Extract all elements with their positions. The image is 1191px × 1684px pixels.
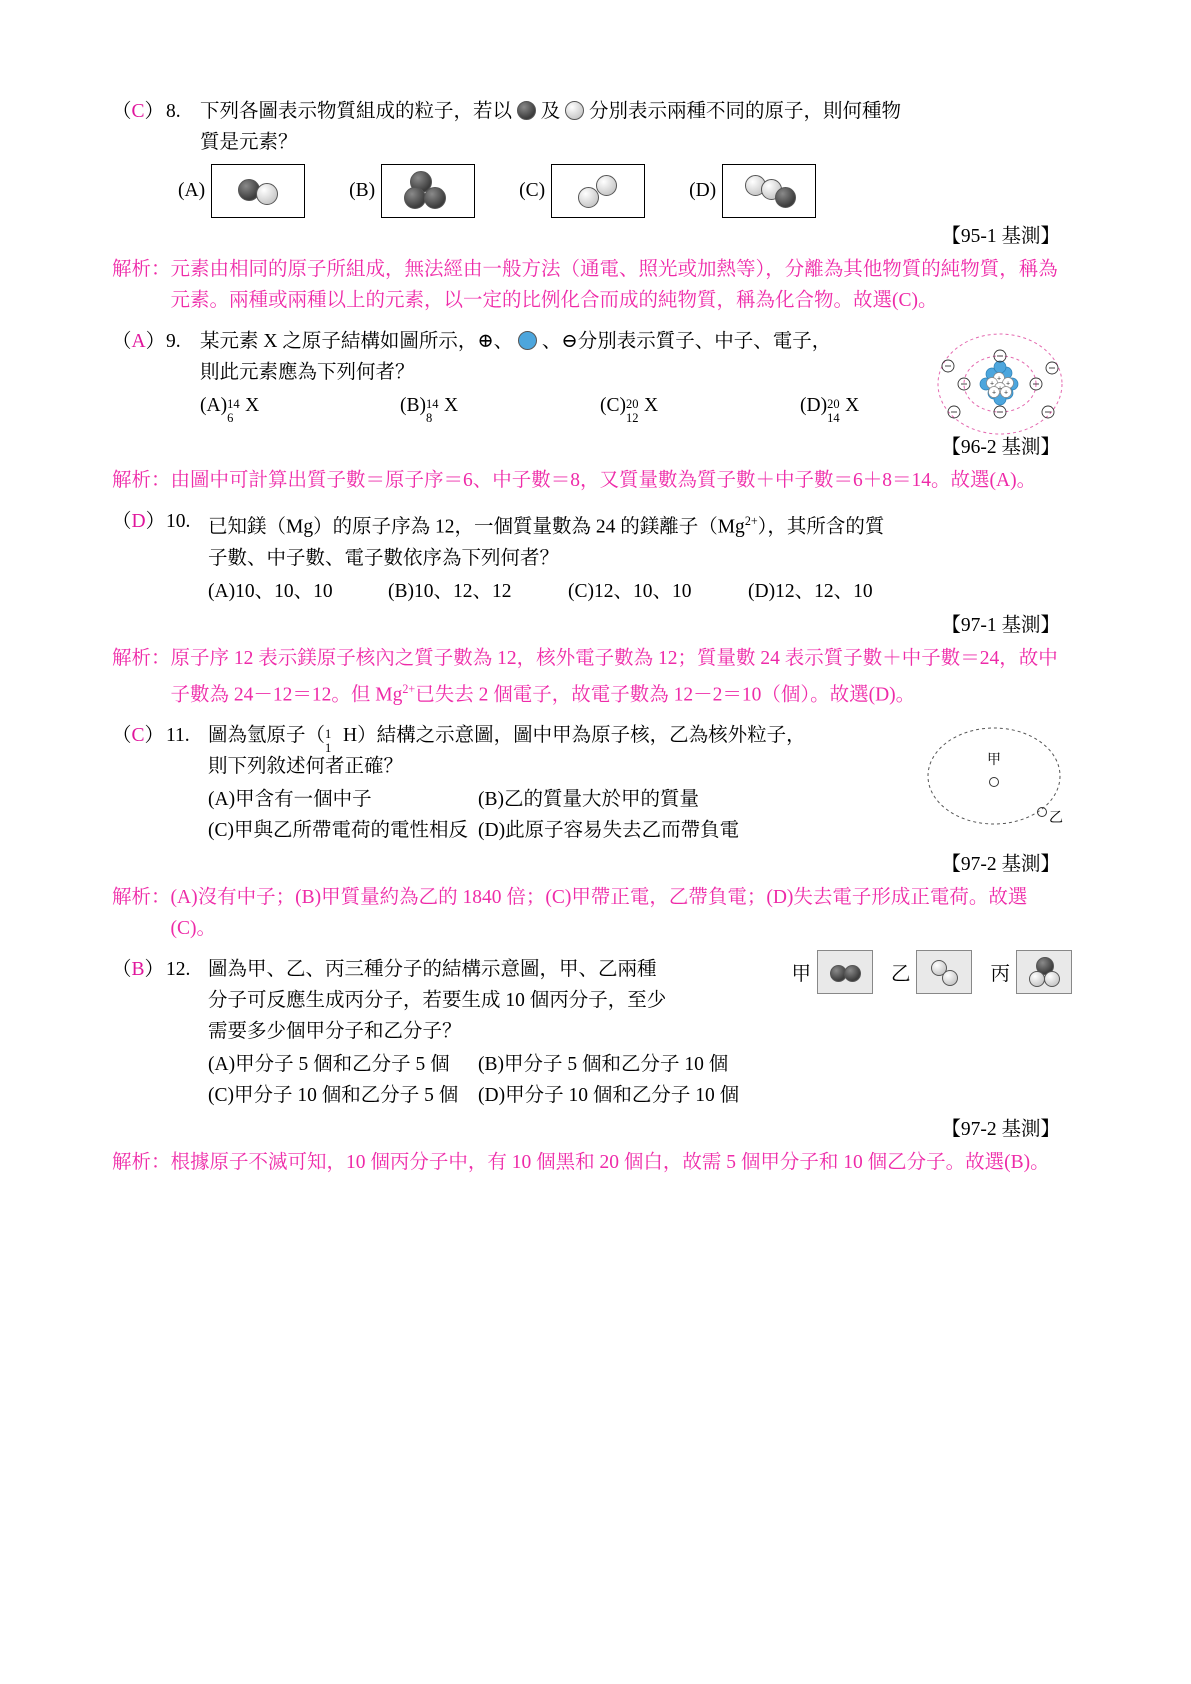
explanation-11-body: (A)沒有中子；(B)甲質量約為乙的 1840 倍；(C)甲帶正電，乙帶負電；(D)失去電子形成正電荷。故選(C)。 [170, 887, 1028, 939]
q8-molecule-d [722, 164, 816, 218]
answer-mark-8: （C） [112, 101, 165, 122]
explanation-10-label: 解析： [112, 647, 171, 669]
q11-electron-label: 乙 [1049, 811, 1063, 826]
q12-molecule-yi [916, 950, 972, 994]
explanation-12-body: 根據原子不滅可知，10 個丙分子中，有 10 個黑和 20 個白，故需 5 個甲分子和 10 個乙分子。故選(B)。 [170, 1152, 1050, 1173]
q12-option-c: (C)甲分子 10 個和乙分子 5 個 [208, 1085, 459, 1106]
q11-hydrogen-diagram [922, 720, 1072, 840]
q10-option-c: (C)12、10、10 [568, 580, 692, 602]
answer-mark-9: （A） [112, 331, 166, 352]
q9-option-a: (A) 14 6 X [200, 395, 260, 425]
q12-figure-bing [990, 950, 1072, 994]
q11-option-c: (C)甲與乙所帶電荷的電性相反 [208, 820, 468, 841]
q8-figure-c [519, 164, 645, 218]
explanation-10-body: 原子序 12 表示鎂原子核內之質子數為 12，核外電子數為 12；質量數 24 表示質子數＋中子數＝24，故中子數為 24－12＝12。但 $Mg^{2+}$已失去 2 個電子，故電子數為 12－2＝10（個）。故選(D)。 [170, 647, 1058, 705]
question-number-10: 10. [166, 511, 191, 532]
q9-text-line2: 則此元素應為下列何者？ [200, 362, 415, 383]
explanation-9-body: 由圖中可計算出質子數＝原子序＝6、中子數＝8，又質量數為質子數＋中子數＝6＋8＝14。故選(A)。 [170, 470, 1037, 491]
svg-text:+: + [1005, 380, 1011, 388]
q8-figure-a-label: (A) [178, 180, 206, 201]
q8-text-mid: 及 [540, 101, 561, 122]
q12-molecule-bing [1016, 950, 1072, 994]
explanation-12 [112, 1147, 1072, 1178]
explanation-8-body: 元素由相同的原子所組成，無法經由一般方法（通電、照光或加熱等），分離為其他物質的純物質，稱為元素。兩種或兩種以上的元素，以一定的比例化合而成的純物質，稱為化合物。故選(C)。 [170, 259, 1058, 311]
q8-figure-d-label: (D) [689, 180, 717, 201]
svg-text:+: + [1003, 389, 1009, 397]
q12-options-row1 [208, 1049, 1072, 1080]
question-8 [112, 96, 1072, 248]
q11-option-b: (B)乙的質量大於甲的質量 [478, 789, 699, 810]
q12-label-jia: 甲 [791, 964, 811, 985]
q8-source: 【95-1 基測】 [941, 226, 1060, 247]
svg-text:+: + [991, 389, 997, 397]
svg-text:+: + [997, 385, 1003, 393]
q12-option-b: (B)甲分子 5 個和乙分子 10 個 [478, 1054, 729, 1075]
q11-text-b: H）結構之示意圖，圖中甲為原子核，乙為核外粒子， [343, 725, 806, 746]
q10-option-a: (A)10、10、10 [208, 580, 333, 602]
page-content [112, 96, 1072, 1188]
q8-molecule-c [551, 164, 645, 218]
q11-option-d: (D)此原子容易失去乙而帶負電 [478, 820, 740, 841]
answer-mark-12: （B） [112, 959, 165, 980]
q8-figure-b-label: (B) [349, 180, 376, 201]
q12-option-d: (D)甲分子 10 個和乙分子 10 個 [478, 1085, 740, 1106]
q12-source: 【97-2 基測】 [941, 1119, 1060, 1140]
q12-text-line1: 圖為甲、乙、丙三種分子的結構示意圖，甲、乙兩種 [208, 959, 657, 980]
q11-text-a: 圖為氫原子（ [208, 725, 326, 746]
question-number-12: 12. [166, 959, 191, 980]
neutron-atom-icon [518, 331, 537, 350]
question-12 [112, 954, 1072, 1141]
q10-option-d: (D)12、12、10 [748, 580, 873, 602]
light-atom-icon [565, 101, 584, 120]
explanation-9-label: 解析： [112, 470, 171, 491]
question-text-9 [200, 326, 900, 388]
q11-option-a: (A)甲含有一個中子 [208, 789, 372, 810]
q8-figure-d [689, 164, 816, 218]
q10-text-line2: 子數、中子數、電子數依序為下列何者？ [208, 547, 560, 569]
q8-figures [178, 164, 1072, 218]
q8-text-b: 分別表示兩種不同的原子，則何種物 [589, 101, 902, 122]
answer-mark-11: （C） [112, 725, 165, 746]
q9-text-a: 某元素 X 之原子結構如圖所示，⊕、 [200, 331, 514, 352]
q10-source: 【97-1 基測】 [941, 614, 1060, 636]
q9-option-d: (D) 20 14 X [800, 395, 860, 425]
dark-atom-icon [517, 101, 536, 120]
q10-options [208, 576, 1072, 607]
q8-text-a: 下列各圖表示物質組成的粒子，若以 [200, 101, 513, 122]
q12-molecule-jia [817, 950, 873, 994]
question-text-12 [208, 954, 838, 1047]
explanation-12-label: 解析： [112, 1152, 171, 1173]
q11-text-line2: 則下列敘述何者正確？ [208, 756, 404, 777]
explanation-8-label: 解析： [112, 259, 171, 280]
q9-option-c: (C) 20 12 X [600, 395, 659, 425]
explanation-11 [112, 882, 1072, 944]
answer-mark-10: （D） [112, 511, 166, 532]
question-text-8 [200, 96, 1072, 158]
q12-options-row2 [208, 1080, 1072, 1111]
q12-label-bing: 丙 [990, 964, 1010, 985]
q12-figure-jia [791, 950, 873, 994]
question-text-11: 圖為氫原子（ 1 1 H）結構之示意圖，圖中甲為原子核，乙為核外粒子， 則下列敘述何者正確？ [208, 720, 928, 782]
svg-text:+: + [989, 380, 995, 388]
question-number-11: 11. [166, 725, 190, 746]
q11-source: 【97-2 基測】 [941, 854, 1060, 875]
q12-label-yi: 乙 [890, 964, 911, 985]
explanation-9 [112, 465, 1072, 496]
q8-molecule-a [211, 164, 305, 218]
q8-molecule-b [381, 164, 475, 218]
question-number-9: 9. [166, 331, 181, 352]
q9-option-b: (B) 14 8 X [400, 395, 459, 425]
question-number-8: 8. [166, 101, 181, 122]
q12-option-a: (A)甲分子 5 個和乙分子 5 個 [208, 1054, 450, 1075]
question-9 [112, 326, 1072, 459]
svg-text:+: + [996, 375, 1002, 383]
q12-text-line2: 分子可反應生成丙分子，若要生成 10 個丙分子，至少 [208, 990, 667, 1011]
q10-option-b: (B)10、12、12 [388, 580, 512, 602]
explanation-11-label: 解析： [112, 887, 171, 908]
explanation-10 [112, 643, 1072, 711]
q8-figure-a [178, 164, 305, 218]
question-text-10: 已知鎂（Mg）的原子序為 12，一個質量數為 24 的鎂離子$(Mg^{2+})$，其所含的質 子數、中子數、電子數依序為下列何者？ [208, 506, 1072, 574]
q12-text-line3: 需要多少個甲分子和乙分子？ [208, 1021, 462, 1042]
q11-nucleus-label: 甲 [987, 753, 1001, 768]
q8-figure-c-label: (C) [519, 180, 546, 201]
question-10 [112, 506, 1072, 637]
q12-figures [791, 950, 1072, 994]
question-11 [112, 720, 1072, 876]
q8-text-line2: 質是元素？ [200, 132, 298, 153]
q9-text-b: 、⊖分別表示質子、中子、電子， [541, 331, 832, 352]
q8-figure-b [349, 164, 475, 218]
q12-figure-yi [891, 950, 973, 994]
q9-atom-diagram [920, 326, 1080, 446]
q9-source: 【96-2 基測】 [941, 437, 1060, 458]
explanation-8 [112, 254, 1072, 316]
